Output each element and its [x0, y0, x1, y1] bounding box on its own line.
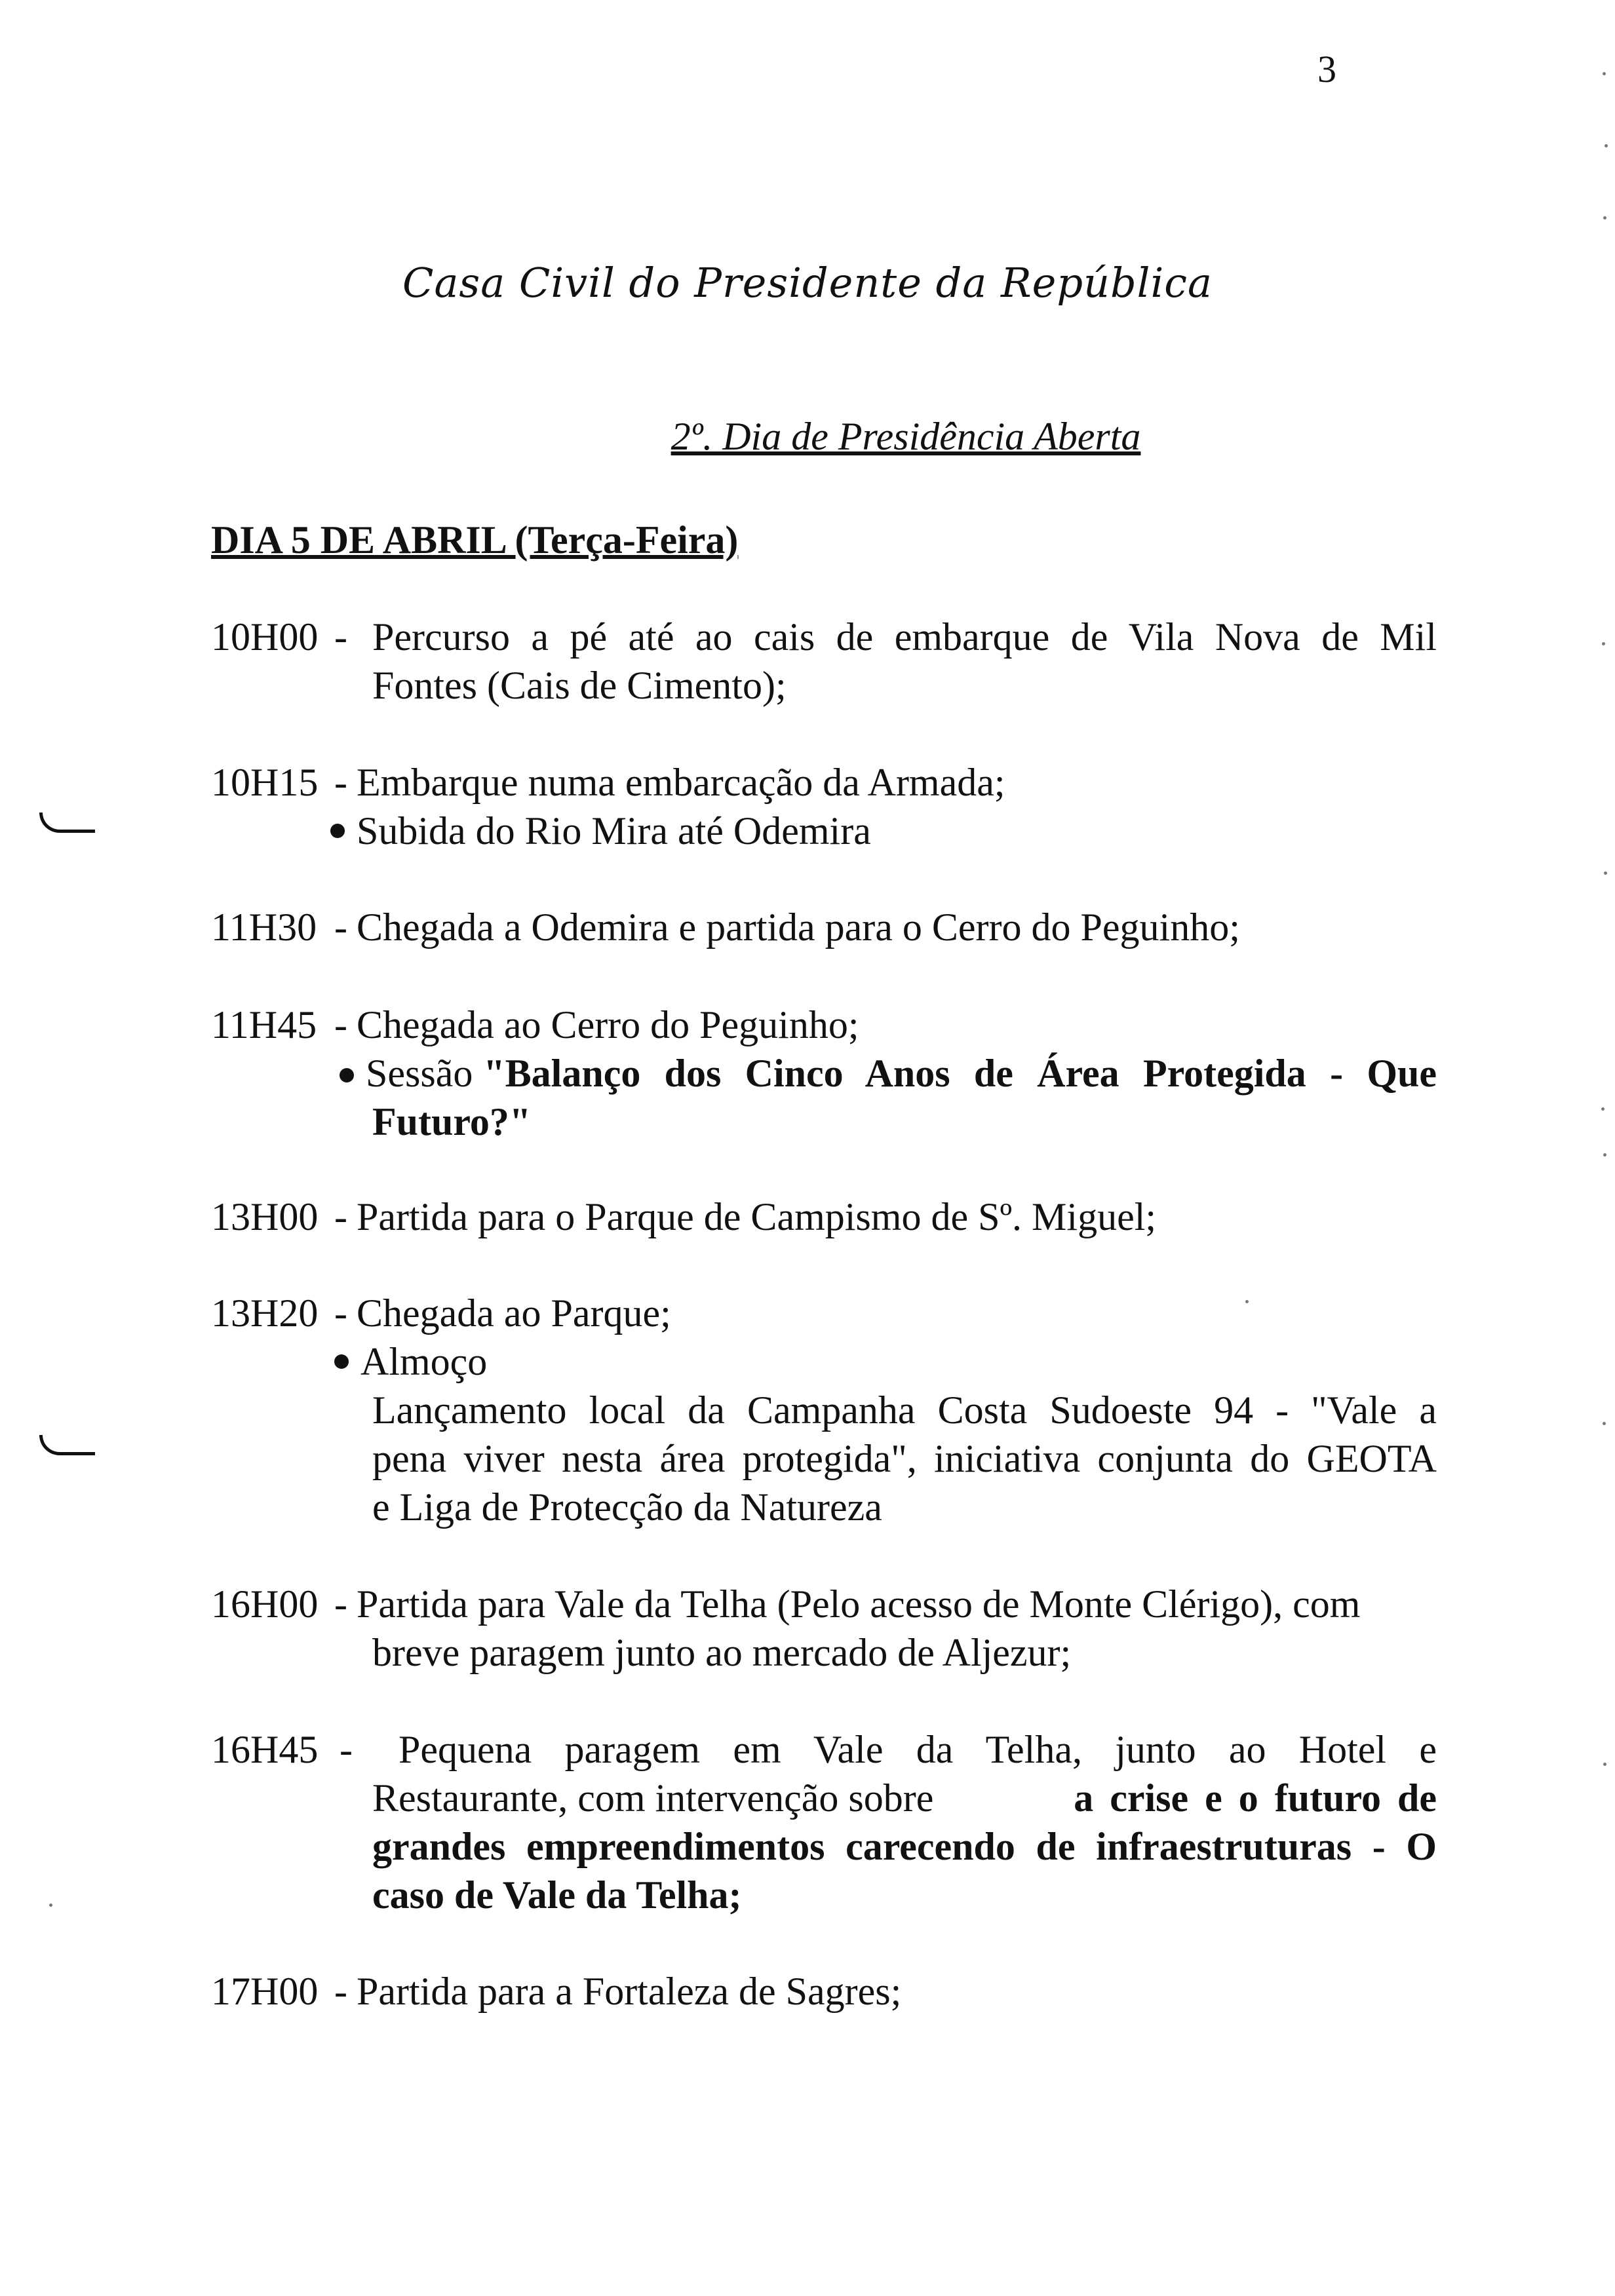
date-heading: DIA 5 DE ABRIL (Terça-Feira): [211, 518, 739, 562]
entry-time: 11H30: [211, 906, 317, 949]
scan-speck: [1603, 1153, 1606, 1157]
scan-speck: [1603, 1422, 1606, 1425]
bullet-icon: [340, 1068, 354, 1082]
entry-separator: -: [334, 761, 347, 804]
scan-speck: [1245, 1300, 1249, 1303]
scan-speck: [1601, 1107, 1605, 1111]
entry-time: 13H20: [211, 1292, 319, 1335]
scan-speck: [1604, 871, 1607, 875]
entry-text: pena viver nesta área protegida", iniciativa conjunta do GEOTA: [372, 1437, 1437, 1480]
entry-time: 10H15: [211, 761, 319, 804]
entry-text: Chegada ao Parque;: [357, 1292, 671, 1335]
entry-time: 13H00: [211, 1195, 319, 1238]
bullet-item: [330, 807, 871, 855]
entry-time: 10H00: [211, 615, 319, 659]
entry-time: 11H45: [211, 1003, 317, 1046]
entry-separator: -: [340, 1728, 353, 1771]
page-number: 3: [1317, 48, 1336, 90]
entry-text: Percurso a pé até ao cais de embarque de Vila Nova de Mil: [372, 615, 1437, 659]
entry-time: 16H45: [211, 1728, 319, 1771]
entry-bold-text: grandes empreendimentos carecendo de infraestruturas - O: [372, 1825, 1437, 1868]
entry-text-mixed: [372, 1774, 1437, 1822]
punch-mark: [39, 813, 95, 833]
bullet-text: Almoço: [360, 1340, 488, 1383]
letterhead: Casa Civil do Presidente da República: [402, 259, 1213, 307]
scan-speck: [1603, 1763, 1606, 1766]
entry-separator: -: [334, 615, 347, 659]
punch-mark: [39, 1435, 95, 1455]
scan-speck: [1603, 72, 1606, 75]
bullet-bold-text: "Balanço dos Cinco Anos de Área Protegida - Que: [483, 1052, 1437, 1095]
bullet-icon: [334, 1354, 349, 1369]
entry-bold-text: a crise e o futuro de: [1074, 1776, 1437, 1820]
bullet-item: [340, 1049, 1437, 1098]
scan-speck: [49, 1904, 52, 1907]
entry-text: Pequena paragem em Vale da Telha, junto ao Hotel e: [399, 1728, 1437, 1771]
day-title: 2º. Dia de Presidência Aberta: [671, 415, 1141, 458]
entry-text: Partida para o Parque de Campismo de Sº. Miguel;: [357, 1195, 1157, 1238]
entry-separator: -: [334, 1970, 347, 2013]
entry-bold-text: caso de Vale da Telha;: [372, 1873, 742, 1917]
entry-text: Chegada ao Cerro do Peguinho;: [357, 1003, 859, 1046]
bullet-item: [334, 1337, 487, 1386]
entry-time: 17H00: [211, 1970, 319, 2013]
entry-separator: -: [334, 1195, 347, 1238]
entry-text: breve paragem junto ao mercado de Aljezur;: [372, 1631, 1072, 1674]
bullet-bold-text: Futuro?": [372, 1100, 532, 1143]
bullet-text: Subida do Rio Mira até Odemira: [357, 809, 871, 852]
scan-speck: [1605, 144, 1608, 147]
entry-separator: -: [334, 1582, 347, 1626]
entry-separator: -: [334, 1003, 347, 1046]
entry-text: Restaurante, com intervenção sobre: [372, 1776, 934, 1820]
entry-text: Embarque numa embarcação da Armada;: [357, 761, 1005, 804]
entry-separator: -: [334, 1292, 347, 1335]
entry-text: e Liga de Protecção da Natureza: [372, 1485, 882, 1529]
bullet-icon: [330, 824, 345, 838]
entry-separator: -: [334, 906, 347, 949]
entry-text: Fontes (Cais de Cimento);: [372, 664, 787, 707]
entry-time: 16H00: [211, 1582, 319, 1626]
entry-text: Chegada a Odemira e partida para o Cerro do Peguinho;: [357, 906, 1240, 949]
scan-speck: [1602, 642, 1605, 645]
bullet-prefix: Sessão: [366, 1052, 473, 1095]
entry-text: Partida para a Fortaleza de Sagres;: [357, 1970, 902, 2013]
scan-speck: [1603, 216, 1606, 220]
entry-text: Lançamento local da Campanha Costa Sudoeste 94 - "Vale a: [372, 1388, 1437, 1432]
entry-text: Partida para Vale da Telha (Pelo acesso de Monte Clérigo), com: [357, 1582, 1361, 1626]
